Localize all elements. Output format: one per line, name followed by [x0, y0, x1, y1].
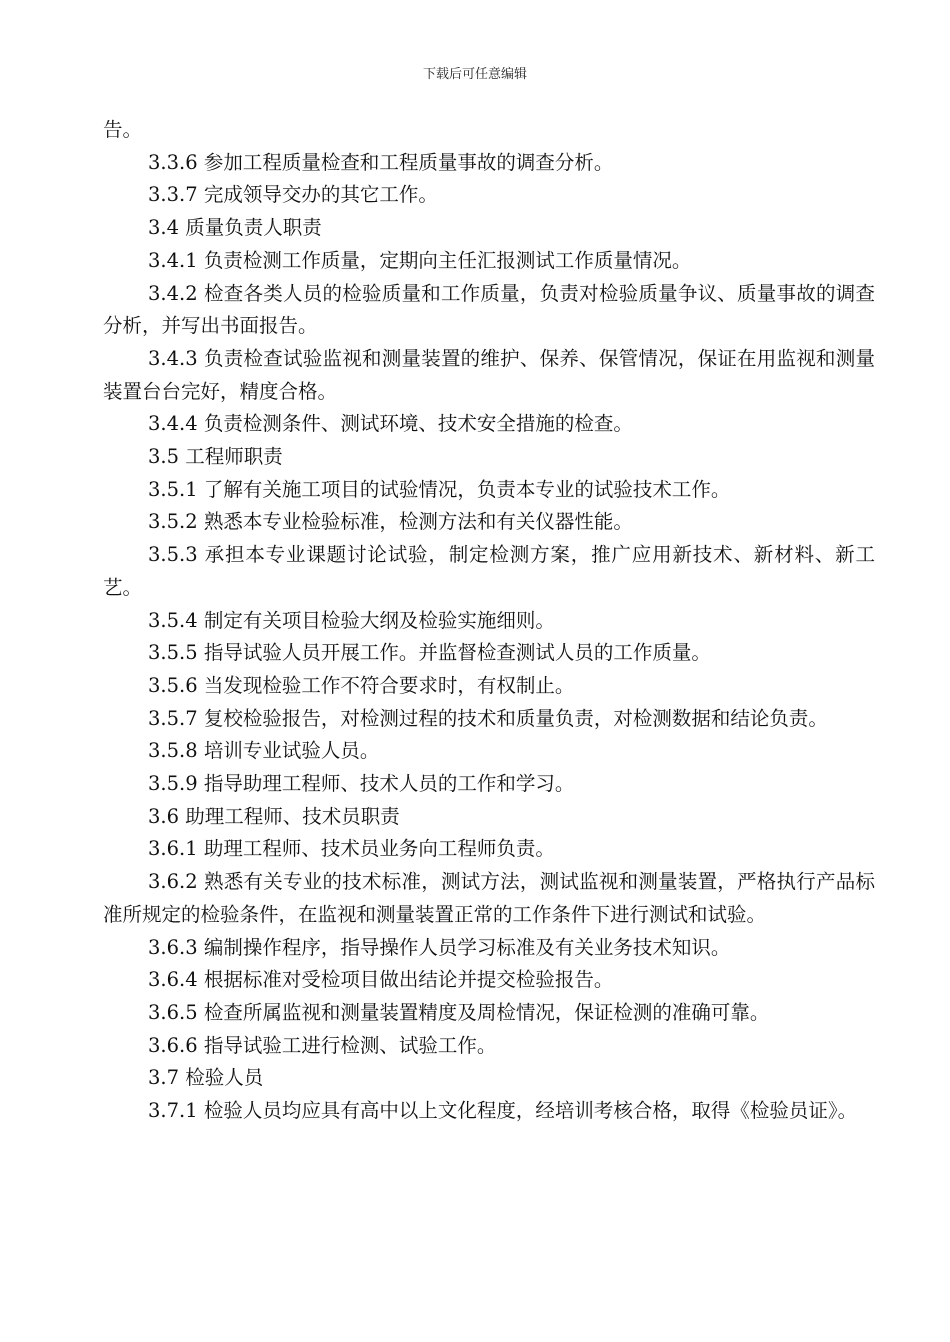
page-header: 下载后可任意编辑 [422, 67, 527, 82]
section-heading: 3.4 质量负责人职责 [148, 216, 322, 240]
document-body [103, 114, 875, 1128]
paragraph: 3.7.1 检验人员均应具有高中以上文化程度，经培训考核合格，取得《检验员证》。 [148, 1099, 858, 1123]
paragraph: 3.6.4 根据标准对受检项目做出结论并提交检验报告。 [148, 968, 614, 992]
paragraph: 3.5.6 当发现检验工作不符合要求时，有权制止。 [148, 673, 575, 697]
paragraph: 3.4.3 负责检查试验监视和测量装置的维护、保养、保管情况，保证在用监视和测量装置台台完好，精度合格。 [103, 346, 875, 403]
section-heading: 3.7 检验人员 [148, 1066, 264, 1090]
paragraph: 3.3.6 参加工程质量检查和工程质量事故的调查分析。 [148, 150, 614, 174]
paragraph: 3.4.2 检查各类人员的检验质量和工作质量，负责对检验质量争议、质量事故的调查分析，并写出书面报告。 [103, 281, 875, 338]
paragraph: 3.6.2 熟悉有关专业的技术标准，测试方法，测试监视和测量装置，严格执行产品标准所规定的检验条件，在监视和测量装置正常的工作条件下进行测试和试验。 [103, 870, 875, 926]
paragraph: 3.3.7 完成领导交办的其它工作。 [148, 183, 438, 207]
section-heading: 3.6 助理工程师、技术员职责 [148, 804, 400, 828]
paragraph: 3.5.3 承担本专业课题讨论试验，制定检测方案，推广应用新技术、新材料、新工艺。 [103, 543, 875, 599]
paragraph: 3.5.5 指导试验人员开展工作。并监督检查测试人员的工作质量。 [148, 641, 711, 665]
paragraph: 3.4.4 负责检测条件、测试环境、技术安全措施的检查。 [148, 412, 633, 436]
paragraph: 3.5.2 熟悉本专业检验标准，检测方法和有关仪器性能。 [148, 510, 633, 534]
paragraph: 3.5.9 指导助理工程师、技术人员的工作和学习。 [148, 772, 575, 796]
paragraph: 3.6.5 检查所属监视和测量装置精度及周检情况，保证检测的准确可靠。 [148, 1000, 770, 1024]
paragraph: 告。 [103, 118, 143, 141]
paragraph: 3.6.1 助理工程师、技术员业务向工程师负责。 [148, 837, 555, 861]
paragraph: 3.5.1 了解有关施工项目的试验情况，负责本专业的试验技术工作。 [148, 477, 731, 501]
paragraph: 3.4.1 负责检测工作质量，定期向主任汇报测试工作质量情况。 [148, 248, 692, 272]
paragraph: 3.6.6 指导试验工进行检测、试验工作。 [148, 1033, 497, 1057]
paragraph: 3.5.8 培训专业试验人员。 [148, 739, 380, 763]
paragraph: 3.6.3 编制操作程序，指导操作人员学习标准及有关业务技术知识。 [148, 935, 731, 959]
section-heading: 3.5 工程师职责 [148, 445, 283, 469]
paragraph: 3.5.7 复校检验报告，对检测过程的技术和质量负责，对检测数据和结论负责。 [148, 706, 828, 730]
paragraph: 3.5.4 制定有关项目检验大纲及检验实施细则。 [148, 608, 555, 632]
